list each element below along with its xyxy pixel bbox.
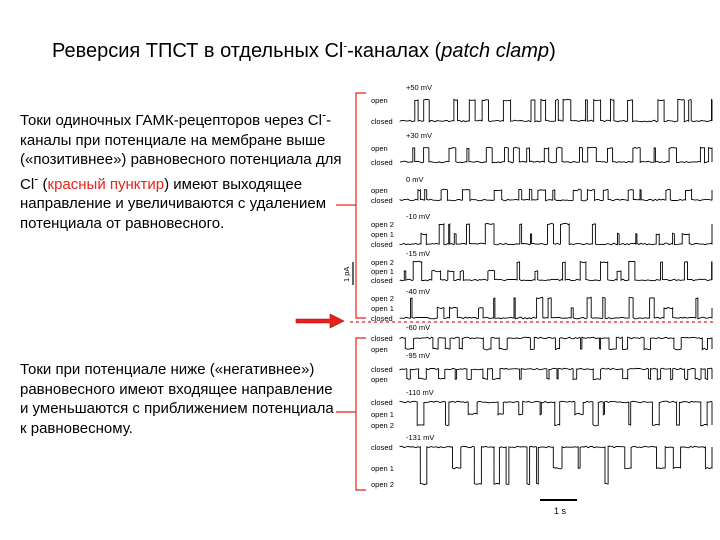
inward-current-text: Токи при потенциале ниже («негативнее») равновесного имеют входящее направление и уменьшаются с приближением потенциала к равновесному. — [20, 361, 334, 437]
state-label: open 2 — [371, 480, 394, 489]
trace-mv-label: -95 mV — [406, 351, 431, 360]
state-label: open 1 — [371, 304, 394, 313]
state-label: closed — [371, 365, 393, 374]
state-label: open 2 — [371, 421, 394, 430]
para1-text-1: Токи одиночных ГАМК-рецепторов через Cl — [20, 112, 322, 129]
state-label: open 1 — [371, 230, 394, 239]
state-label: open 1 — [371, 267, 394, 276]
channel-current-trace — [400, 189, 712, 201]
reversal-arrow — [296, 314, 344, 328]
state-label: closed — [371, 196, 393, 205]
state-label: closed — [371, 443, 393, 452]
trace-mv-label: -10 mV — [406, 212, 431, 221]
para1-red-text: красный пунктир — [47, 175, 165, 193]
title-superscript: - — [343, 40, 348, 53]
channel-current-trace — [400, 368, 712, 380]
inward-traces-bracket — [356, 338, 366, 490]
state-label: open 1 — [371, 464, 394, 473]
state-label: closed — [371, 398, 393, 407]
state-label: open 2 — [371, 220, 394, 229]
trace-mv-label: +30 mV — [406, 131, 433, 140]
para1-sup-1: - — [321, 108, 327, 122]
channel-current-trace — [400, 337, 712, 350]
current-scale-label: 1 pA — [342, 266, 351, 282]
outward-traces-bracket — [356, 93, 366, 318]
channel-current-trace — [400, 99, 712, 122]
state-label: closed — [371, 334, 393, 343]
state-label: open 1 — [371, 410, 394, 419]
state-label: open — [371, 186, 388, 195]
trace-mv-label: -15 mV — [406, 249, 431, 258]
channel-current-trace — [400, 261, 712, 281]
channel-current-trace — [400, 223, 712, 245]
time-scale-label: 1 s — [554, 506, 567, 516]
title-italic: patch clamp — [441, 40, 550, 62]
trace-mv-label: 0 mV — [406, 175, 424, 184]
channel-current-trace — [400, 446, 712, 485]
title-main: Реверсия ТПСТ в отдельных Cl — [52, 40, 344, 62]
trace-mv-label: -131 mV — [406, 433, 435, 442]
title-close: ) — [549, 40, 556, 62]
title-rest: -каналах ( — [347, 40, 442, 62]
trace-mv-label: -60 mV — [406, 323, 431, 332]
state-label: open — [371, 345, 388, 354]
trace-mv-label: +50 mV — [406, 83, 433, 92]
state-label: closed — [371, 117, 393, 126]
state-label: closed — [371, 314, 393, 323]
state-label: open — [371, 96, 388, 105]
trace-mv-label: -110 mV — [406, 388, 434, 397]
trace-mv-label: -40 mV — [406, 287, 431, 296]
state-label: open — [371, 144, 388, 153]
state-label: closed — [371, 158, 393, 167]
state-label: closed — [371, 240, 393, 249]
para1-text-3: ( — [42, 175, 48, 193]
channel-current-trace — [400, 147, 712, 163]
state-label: open — [371, 375, 388, 384]
state-label: closed — [371, 276, 393, 285]
para1-text-4: ) имеют выходящее направление и увеличиваются с удалением потенциала от равновесного. — [20, 175, 327, 232]
channel-current-trace — [400, 401, 712, 426]
state-label: open 2 — [371, 294, 394, 303]
channel-current-trace — [400, 297, 712, 319]
para1-text-2: -каналы при потенциале на мембране выше («позитивнее») равновесного потенциала для Cl — [20, 112, 342, 193]
state-label: open 2 — [371, 258, 394, 267]
para1-sup-2: - — [34, 171, 39, 186]
